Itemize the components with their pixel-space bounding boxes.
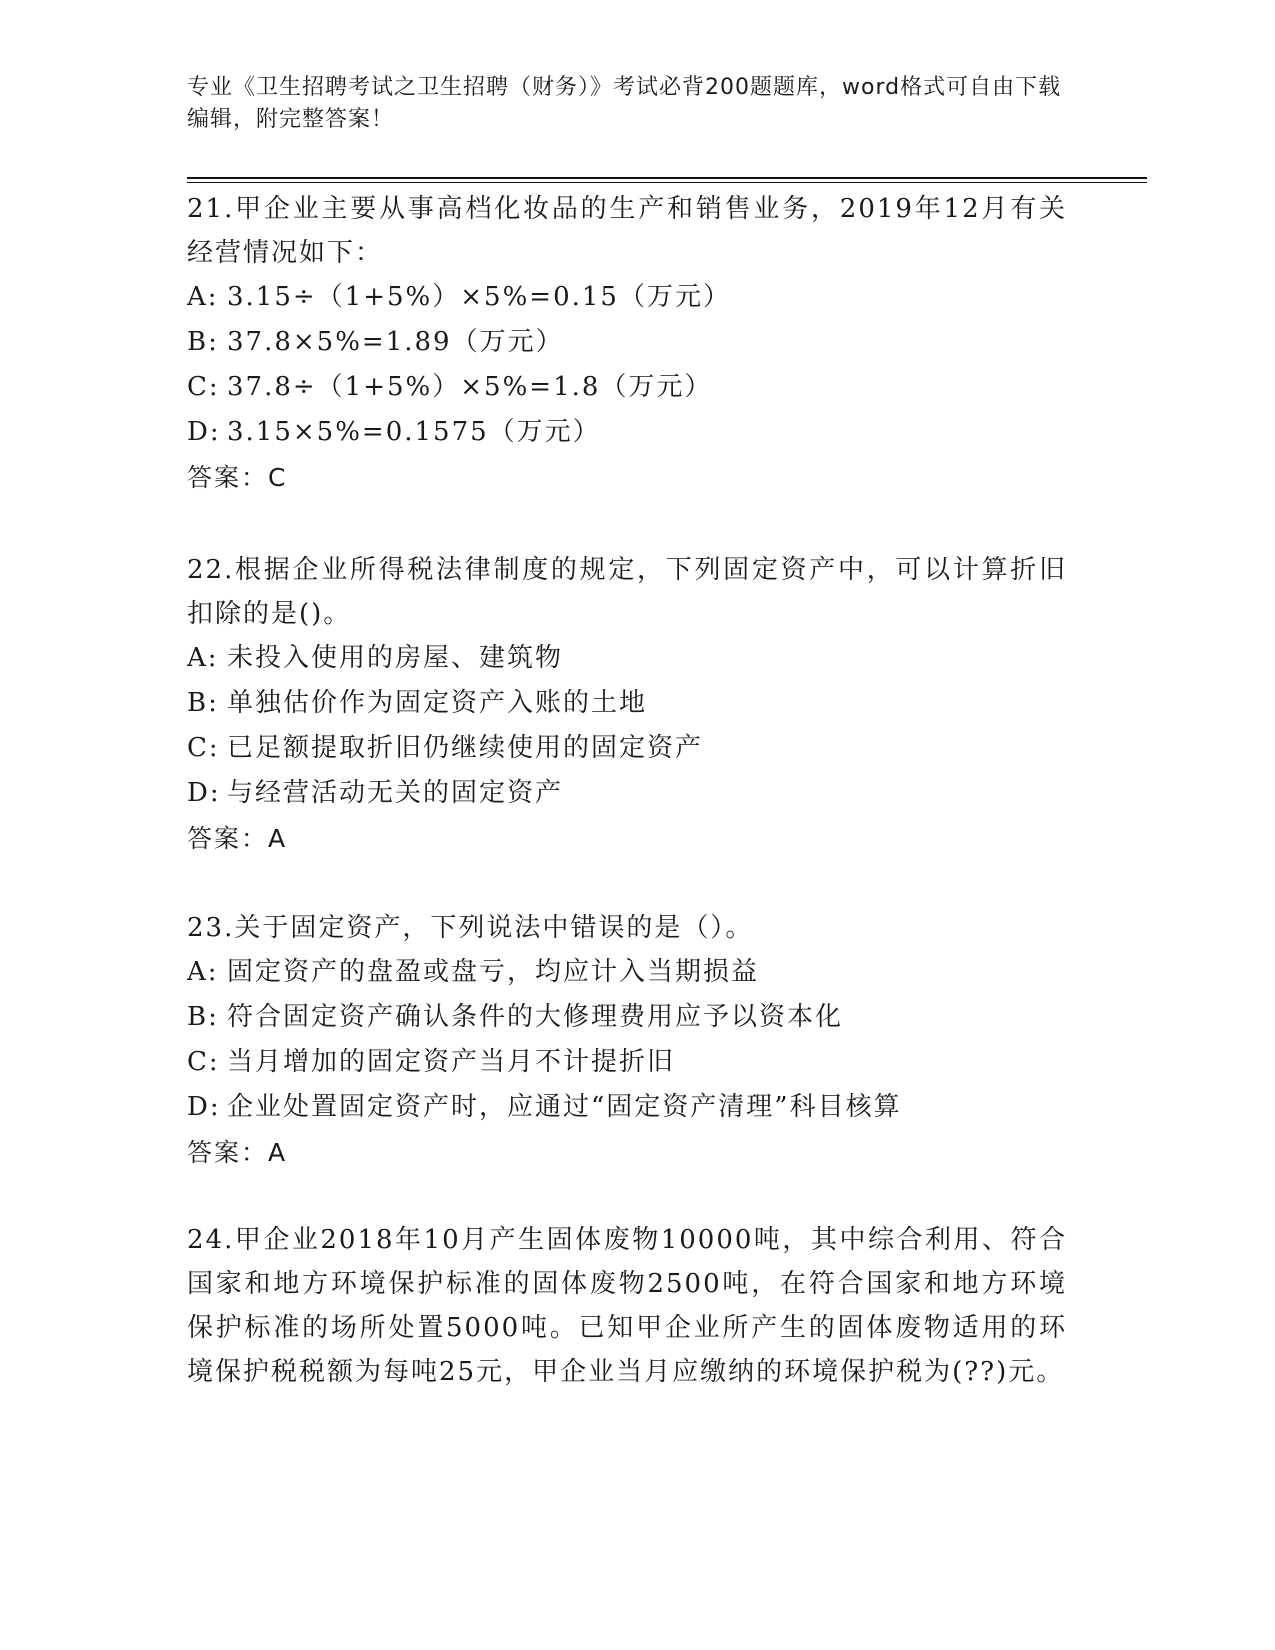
option-text: 当月增加的固定资产当月不计提折旧 [227, 1047, 676, 1077]
option-key: B: [187, 688, 219, 718]
option-text: 符合固定资产确认条件的大修理费用应予以资本化 [227, 1002, 844, 1032]
option-text: 与经营活动无关的固定资产 [227, 778, 564, 808]
option-text: 3.15÷（1+5%）×5%=0.15（万元） [227, 282, 731, 312]
answer: 答案：A [187, 824, 288, 853]
question-stem: 21.甲企业主要从事高档化妆品的生产和销售业务，2019年12月有关经营情况如下： [187, 194, 1067, 268]
option-b [187, 320, 1067, 365]
answer: 答案：C [187, 463, 288, 492]
header-divider-thin [187, 182, 1147, 183]
question-22 [187, 548, 1067, 862]
option-c [187, 726, 1067, 771]
header-divider [187, 177, 1147, 179]
option-key: C: [187, 372, 220, 402]
option-text: 固定资产的盘盈或盘亏，均应计入当期损益 [227, 957, 760, 987]
option-d [187, 410, 1067, 455]
option-key: D: [187, 417, 221, 447]
question-21 [187, 187, 1067, 501]
option-key: A: [187, 957, 219, 987]
question-23 [187, 906, 1067, 1176]
option-d [187, 1085, 1067, 1130]
option-a [187, 275, 1067, 320]
option-key: A: [187, 282, 219, 312]
option-text: 未投入使用的房屋、建筑物 [227, 643, 564, 673]
option-a [187, 636, 1067, 681]
option-text: 37.8×5%=1.89（万元） [227, 327, 564, 357]
option-key: D: [187, 1092, 221, 1122]
question-stem: 23.关于固定资产，下列说法中错误的是（）。 [187, 913, 754, 943]
option-a [187, 950, 1067, 995]
question-stem: 22.根据企业所得税法律制度的规定，下列固定资产中，可以计算折旧扣除的是()。 [187, 555, 1067, 629]
question-stem: 24.甲企业2018年10月产生固体废物10000吨，其中综合利用、符合国家和地方环境保护标准的固体废物2500吨，在符合国家和地方环境保护标准的场所处置5000吨。已知甲企业所产生的固体废物适用的环境保护税税额为每吨25元，甲企业当月应缴纳的环境保护税为(??)元。 [187, 1225, 1067, 1387]
option-key: C: [187, 733, 220, 763]
option-key: C: [187, 1047, 220, 1077]
option-key: B: [187, 1002, 219, 1032]
option-c [187, 1040, 1067, 1085]
answer: 答案：A [187, 1138, 288, 1167]
question-24 [187, 1218, 1067, 1394]
option-text: 企业处置固定资产时，应通过“固定资产清理”科目核算 [227, 1092, 902, 1122]
document-header: 专业《卫生招聘考试之卫生招聘（财务）》考试必背200题题库，word格式可自由下载编辑，附完整答案！ [187, 75, 1062, 132]
option-b [187, 681, 1067, 726]
option-c [187, 365, 1067, 410]
option-text: 单独估价作为固定资产入账的土地 [227, 688, 648, 718]
option-text: 3.15×5%=0.1575（万元） [227, 417, 601, 447]
option-key: D: [187, 778, 221, 808]
option-text: 已足额提取折旧仍继续使用的固定资产 [227, 733, 704, 763]
option-key: B: [187, 327, 219, 357]
option-key: A: [187, 643, 219, 673]
option-d [187, 771, 1067, 816]
option-text: 37.8÷（1+5%）×5%=1.8（万元） [227, 372, 713, 402]
option-b [187, 995, 1067, 1040]
